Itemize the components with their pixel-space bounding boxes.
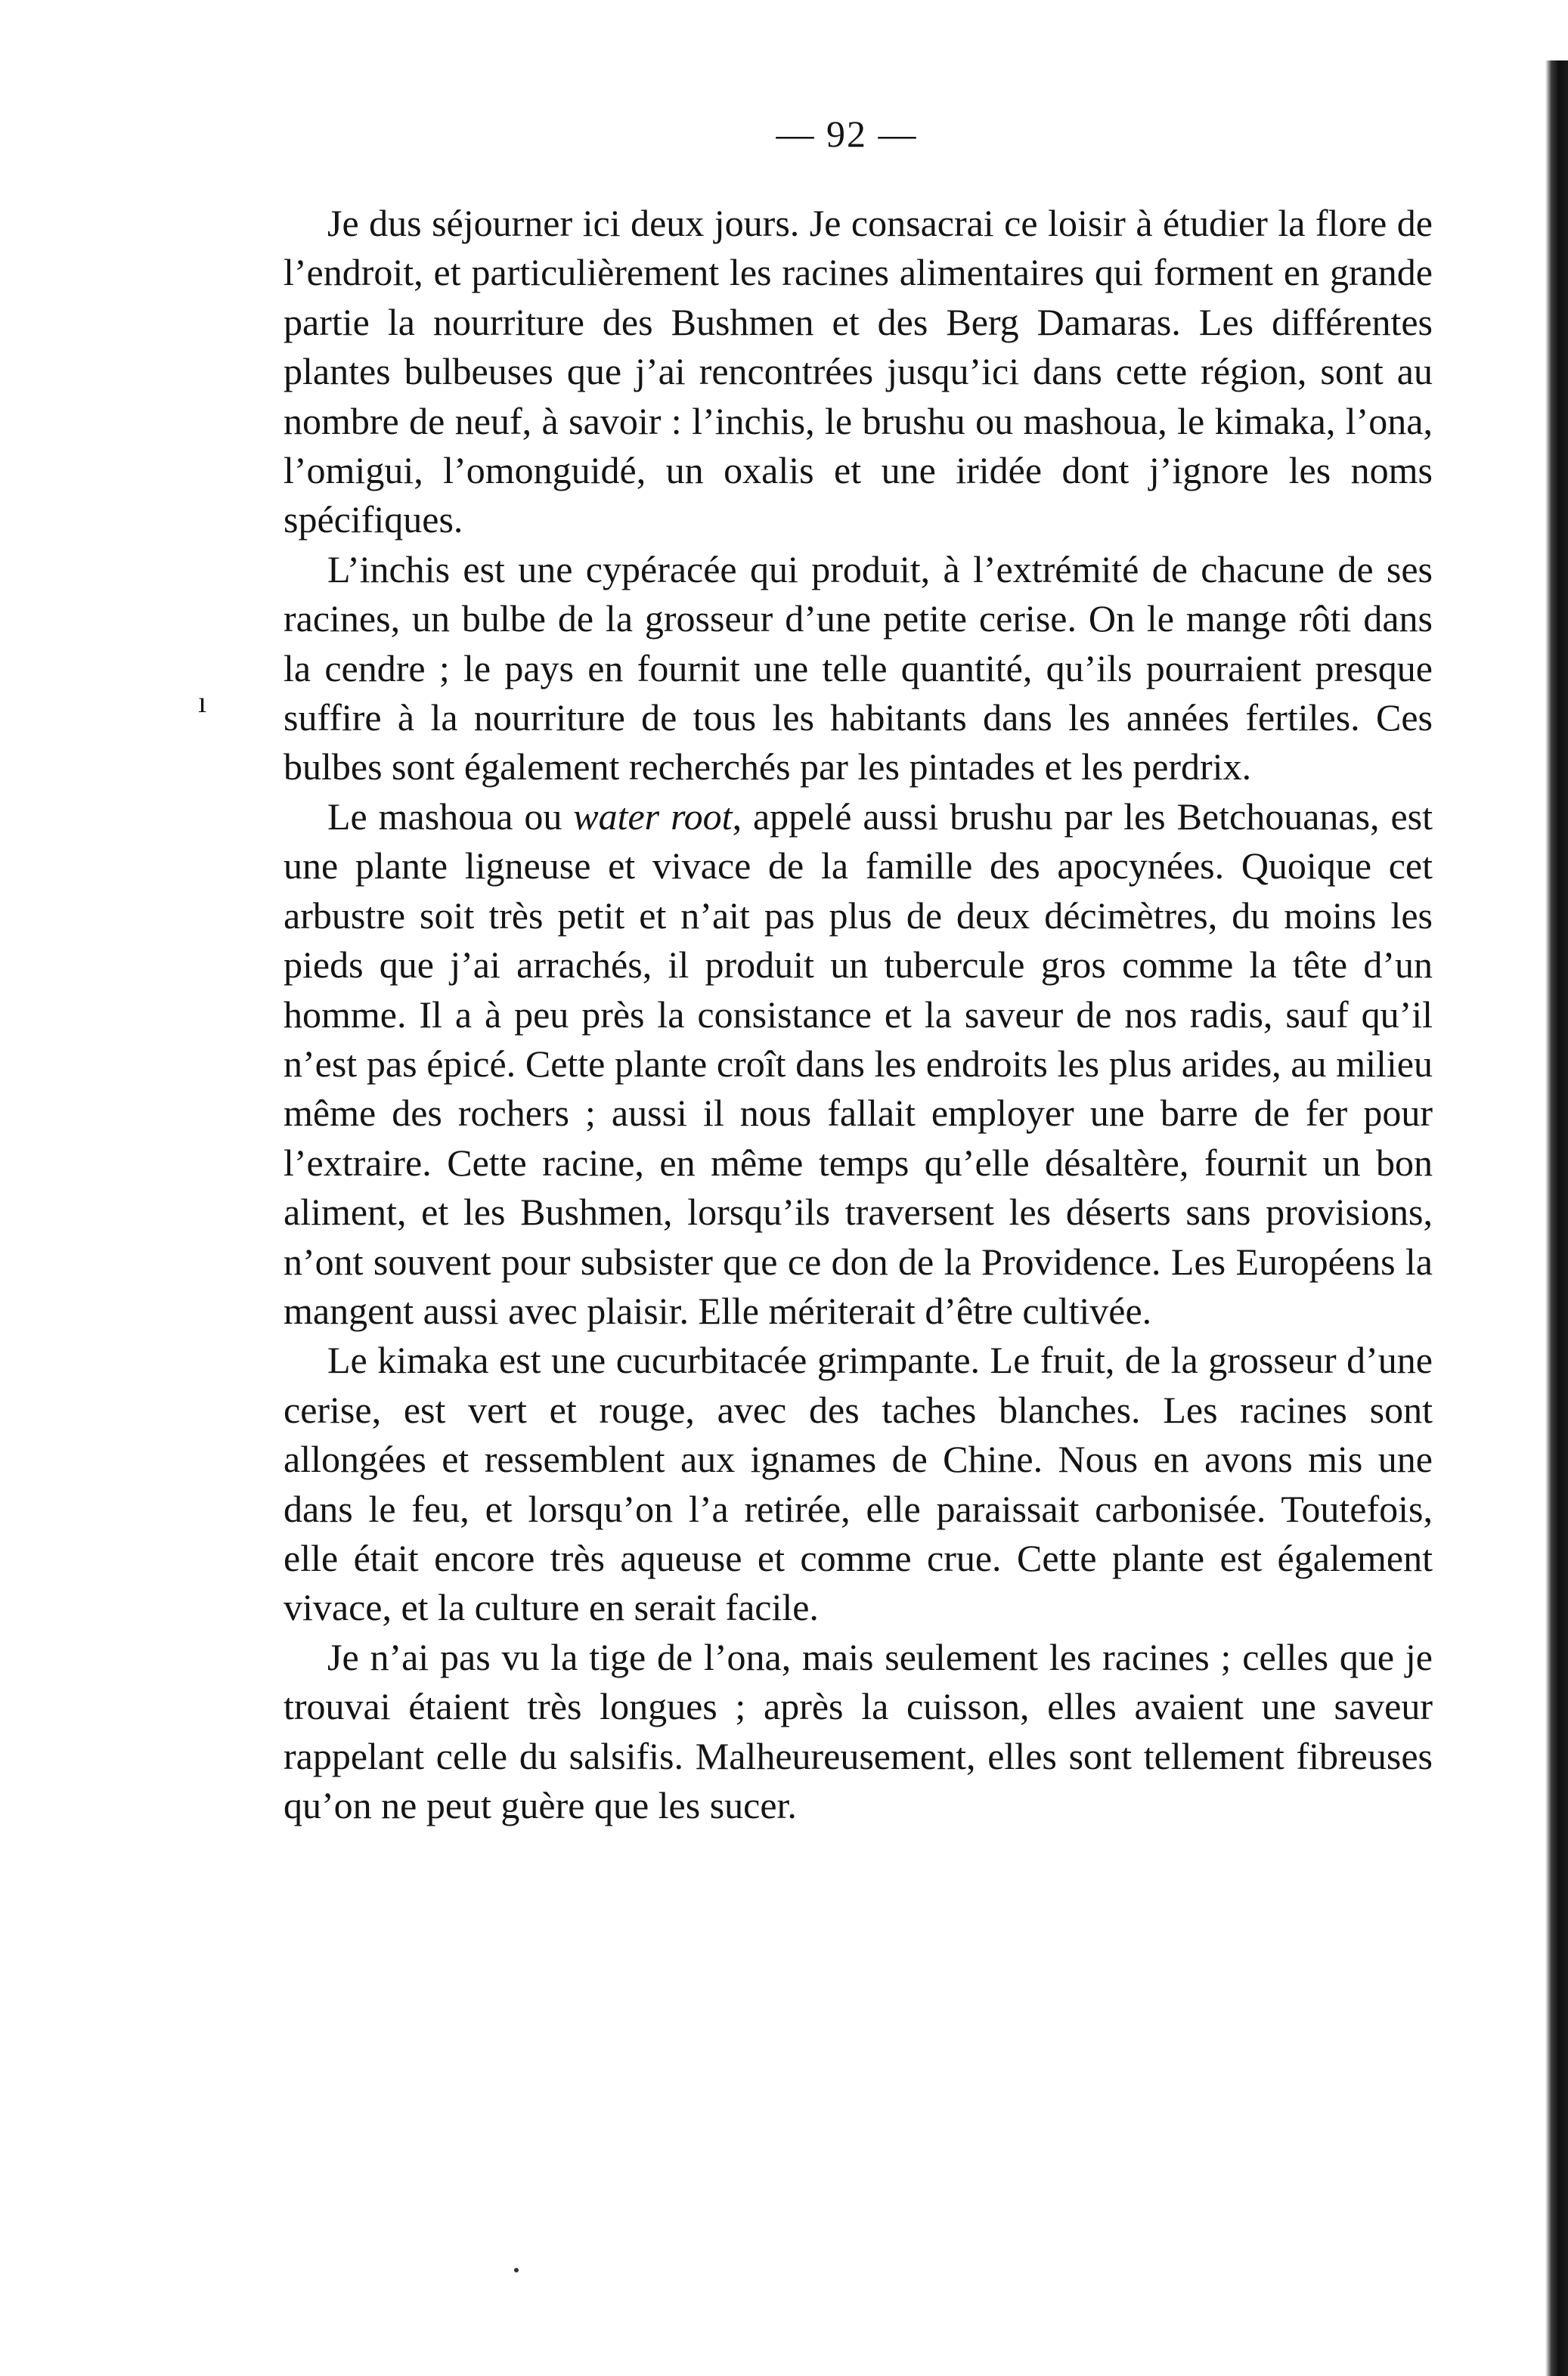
paragraph-sejour: Je dus séjourner ici deux jours. Je consacrai ce loisir à étudier la flore de l’endroit, et particulièrement les racines alimentaires qui forment en grande partie la nourriture des Bushmen et des Berg Damaras. Les différentes plantes bulbeuses que j’ai rencontrées jusqu’ici dans cette région, sont au nombre de neuf, à savoir : l’inchis, le brushu ou mashoua, le kimaka, l’ona, l’omigui, l’omonguidé, un oxalis et une iridée dont j’ignore les noms spécifiques. [284, 202, 1433, 541]
paragraph-mashoua: Le mashoua ou water root, appelé aussi brushu par les Betchouanas, est une plante ligneuse et vivace de la famille des apocynées. Quoique cet arbustre soit très petit et n’ait pas plus de deux décimètres, du moins les pieds que j’ai arrachés, il produit un tubercule gros comme la tête d’un homme. Il a à peu près la consistance et la saveur de nos radis, sauf qu’il n’est pas épicé. Cette plante croît dans les endroits les plus arides, au milieu même des rochers ; aussi il nous fallait employer une barre de fer pour l’extraire. Cette racine, en même temps qu’elle désaltère, fournit un bon aliment, et les Bushmen, lorsqu’ils traversent les déserts sans provisions, n’ont souvent pour subsister que ce don de la Providence. Les Européens la mangent aussi avec plaisir. Elle mériterait d’être cultivée. [284, 795, 1433, 1332]
page-edge-shadow [1545, 60, 1568, 2376]
paragraph-ona: Je n’ai pas vu la tige de l’ona, mais seulement les racines ; celles que je trouvai étaient très longues ; après la cuisson, elles avaient une saveur rappelant celle du salsifis. Malheureusement, elles sont tellement fibreuses qu’on ne peut guère que les sucer. [284, 1635, 1433, 1826]
paragraph-inchis: L’inchis est une cypéracée qui produit, à l’extrémité de chacune de ses racines, un bulbe de la grosseur d’une petite cerise. On le mange rôti dans la cendre ; le pays en fournit une telle quantité, qu’ils pourraient presque suffire à la nourriture de tous les habitants dans les années fertiles. Ces bulbes sont également recherchés par les pintades et les perdrix. [284, 547, 1433, 788]
body-text [284, 199, 1433, 1830]
paragraph-kimaka: Le kimaka est une cucurbitacée grimpante. Le fruit, de la grosseur d’une cerise, est vert et rouge, avec des taches blanches. Les racines sont allongées et ressemblent aux ignames de Chine. Nous en avons mis une dans le feu, et lorsqu’on l’a retirée, elle paraissait carbonisée. Toutefois, elle était encore très aqueuse et comme crue. Cette plante est également vivace, et la culture en serait facile. [284, 1339, 1433, 1629]
ink-speck [514, 2268, 519, 2272]
margin-mark: ı [198, 685, 207, 719]
italic-term: water root [573, 795, 733, 838]
page-number: — 92 — [776, 113, 918, 155]
